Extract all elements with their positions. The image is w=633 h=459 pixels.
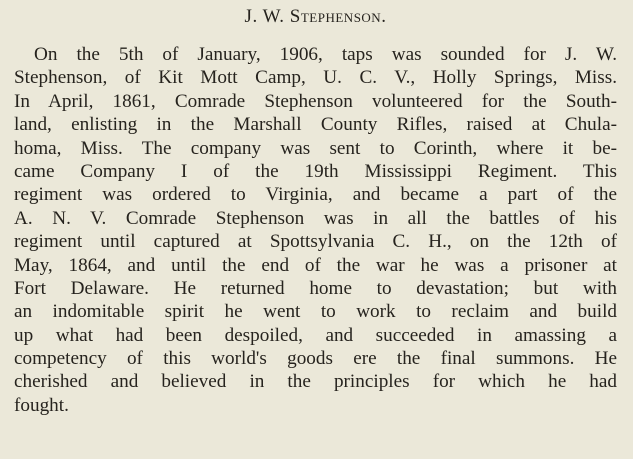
text-line-14: competency of this world's goods ere the final summons. He — [14, 348, 617, 370]
obituary-title — [14, 5, 617, 29]
text-line-8: A. N. V. Comrade Stephenson was in all the battles of his — [14, 207, 617, 229]
obituary-body — [14, 43, 617, 417]
text-line-1: On the 5th of January, 1906, taps was sounded for J. W. — [34, 44, 617, 65]
text-line-12: an indomitable spirit he went to work to reclaim and build — [14, 301, 617, 323]
text-line-4: land, enlisting in the Marshall County Rifles, raised at Chula- — [14, 114, 617, 136]
text-line-13: up what had been despoiled, and succeeded in amassing a — [14, 324, 617, 346]
text-line-3: In April, 1861, Comrade Stephenson volunteered for the South- — [14, 90, 617, 112]
text-line-10: May, 1864, and until the end of the war he was a prisoner at — [14, 254, 617, 276]
title-initials: J. W. — [244, 6, 290, 27]
text-line-6: came Company I of the 19th Mississippi Regiment. This — [14, 160, 617, 182]
title-surname: Stephenson. — [289, 6, 387, 27]
text-line-16: fought. — [14, 394, 69, 416]
text-line-5: homa, Miss. The company was sent to Corinth, where it be- — [14, 137, 617, 159]
text-line-15: cherished and believed in the principles for which he had — [14, 371, 617, 393]
text-line-2: Stephenson, of Kit Mott Camp, U. C. V., Holly Springs, Miss. — [14, 67, 617, 89]
text-line-9: regiment until captured at Spottsylvania C. H., on the 12th of — [14, 231, 617, 253]
text-line-7: regiment was ordered to Virginia, and became a part of the — [14, 184, 617, 206]
text-line-11: Fort Delaware. He returned home to devastation; but with — [14, 277, 617, 299]
